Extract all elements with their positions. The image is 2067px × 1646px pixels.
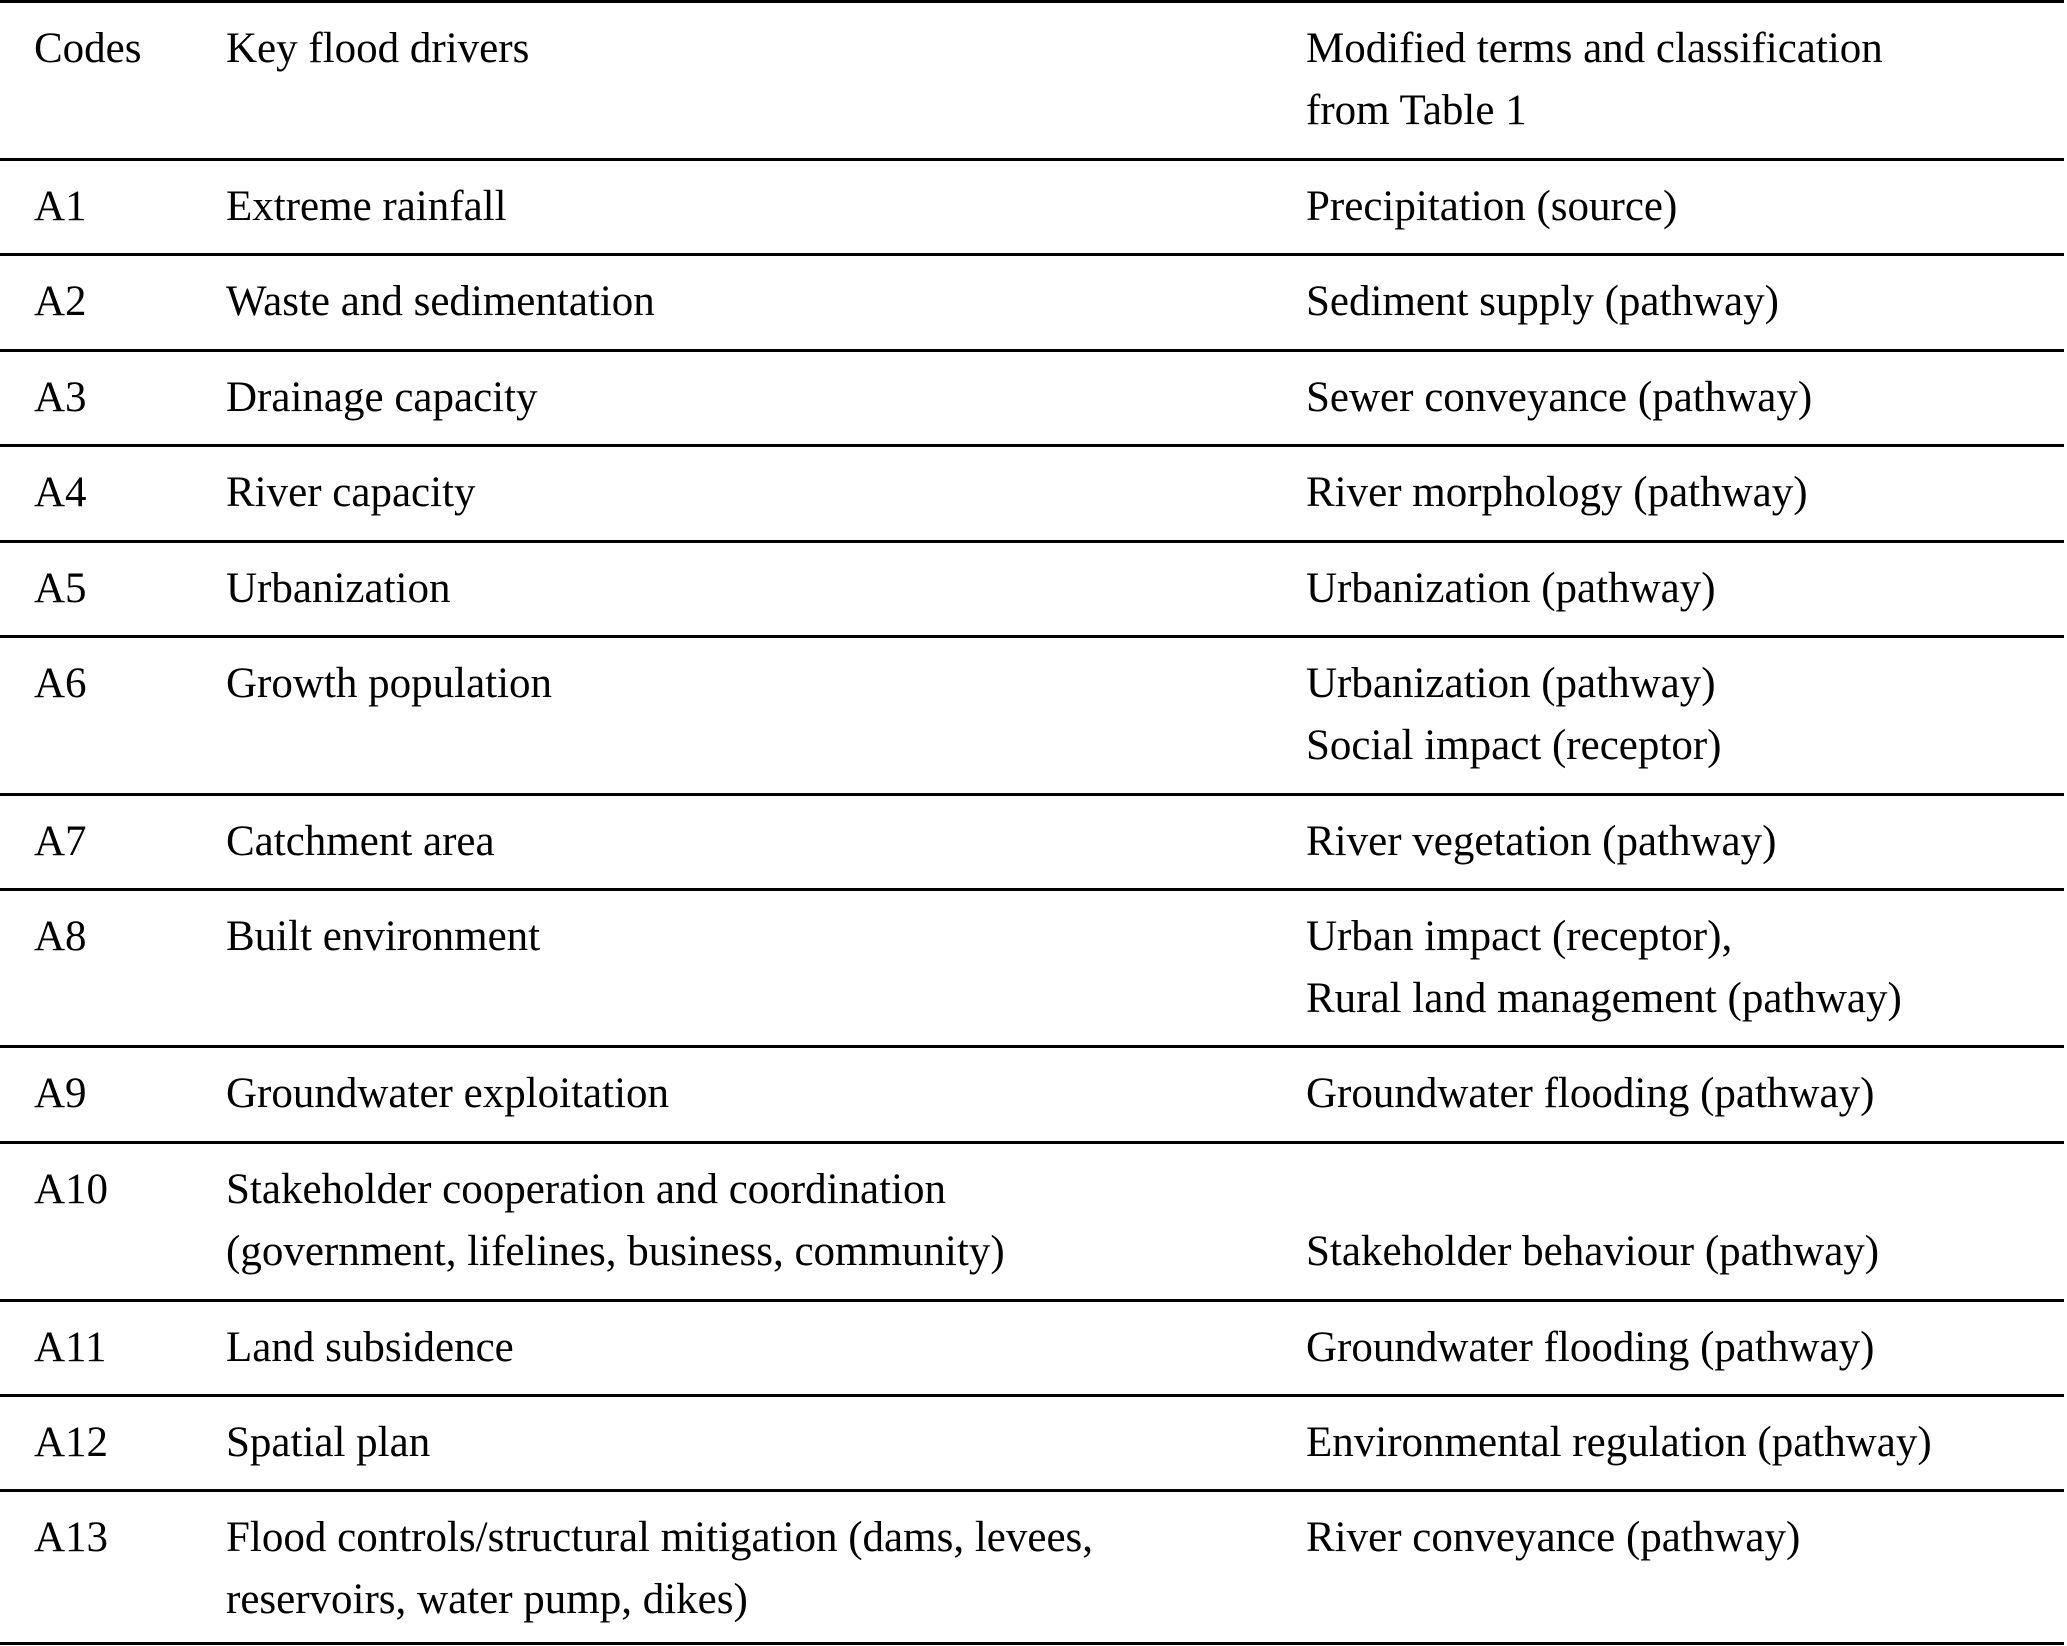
table-row [0,540,2064,635]
cell-line: reservoirs, water pump, dikes) [226,1576,748,1623]
table-row [0,253,2064,349]
cell-code: A2 [34,278,87,325]
cell-line: Stakeholder behaviour (pathway) [1306,1228,1880,1275]
cell-code: A7 [34,818,87,865]
cell-modified-term [1306,653,1721,777]
cell-line: (government, lifelines, business, community) [226,1228,1005,1275]
cell-line: Environmental regulation (pathway) [1306,1419,1932,1466]
cell-code: A5 [34,565,87,612]
header-modified-terms [1306,18,1883,142]
cell-key-flood-driver [226,811,495,873]
cell-code: A10 [34,1166,109,1213]
cell-modified-term [1306,1063,1874,1125]
cell-line: Stakeholder cooperation and coordination [226,1166,947,1213]
table-row [0,793,2064,888]
cell-key-flood-driver [226,653,552,715]
cell-line: Drainage capacity [226,374,538,421]
header-key-flood-drivers: Key flood drivers [226,25,530,72]
header-modified-terms-line: from Table 1 [1306,87,1527,134]
header-codes: Codes [34,25,142,72]
cell-code: A12 [34,1419,109,1466]
header-modified-terms-line: Modified terms and classification [1306,25,1883,72]
cell-line: Catchment area [226,818,495,865]
cell-modified-term [1306,367,1812,429]
cell-line: Urban impact (receptor), [1306,913,1733,960]
cell-line: River conveyance (pathway) [1306,1514,1801,1561]
table-row [0,1141,2064,1299]
cell-line: Groundwater flooding (pathway) [1306,1324,1875,1371]
cell-line: Growth population [226,660,553,707]
cell-key-flood-driver [226,367,538,429]
cell-key-flood-driver [226,1317,514,1379]
cell-modified-term [1306,462,1808,524]
cell-line: Built environment [226,913,541,960]
cell-code: A8 [34,913,87,960]
cell-line [1306,1159,1879,1221]
table-row [0,888,2064,1045]
cell-line: Sediment supply (pathway) [1306,278,1779,325]
cell-modified-term [1306,906,1902,1030]
cell-line: Spatial plan [226,1419,431,1466]
cell-code: A4 [34,469,87,516]
cell-code: A6 [34,660,87,707]
cell-line: Social impact (receptor) [1306,722,1722,769]
table-row [0,158,2064,253]
cell-key-flood-driver [226,906,540,968]
cell-line: Groundwater exploitation [226,1070,670,1117]
cell-key-flood-driver [226,1063,669,1125]
cell-key-flood-driver [226,1507,1093,1631]
cell-modified-term [1306,176,1677,238]
cell-line: Groundwater flooding (pathway) [1306,1070,1875,1117]
cell-line: Sewer conveyance (pathway) [1306,374,1813,421]
table-row [0,1045,2064,1141]
cell-line: Land subsidence [226,1324,514,1371]
cell-modified-term [1306,271,1779,333]
table-row [0,1394,2064,1489]
cell-modified-term [1306,1159,1879,1283]
table-row [0,1489,2064,1645]
cell-modified-term [1306,811,1776,873]
cell-line: Precipitation (source) [1306,183,1678,230]
cell-modified-term [1306,558,1716,620]
cell-line: River capacity [226,469,476,516]
cell-key-flood-driver [226,1412,430,1474]
cell-code: A1 [34,183,87,230]
cell-line: Urbanization (pathway) [1306,565,1716,612]
cell-key-flood-driver [226,558,450,620]
cell-modified-term [1306,1317,1874,1379]
cell-line: River vegetation (pathway) [1306,818,1777,865]
table-row [0,635,2064,793]
cell-code: A3 [34,374,87,421]
table-row [0,1299,2064,1394]
cell-key-flood-driver [226,462,476,524]
cell-key-flood-driver [226,176,507,238]
cell-line: Flood controls/structural mitigation (dams, levees, [226,1514,1094,1561]
cell-code: A13 [34,1514,109,1561]
cell-line: River morphology (pathway) [1306,469,1808,516]
table-header-row [0,0,2064,158]
cell-line: Rural land management (pathway) [1306,975,1902,1022]
table-row [0,444,2064,540]
cell-line: Waste and sedimentation [226,278,655,325]
cell-modified-term [1306,1507,1800,1569]
cell-modified-term [1306,1412,1932,1474]
cell-line: Extreme rainfall [226,183,507,230]
cell-code: A9 [34,1070,87,1117]
cell-line: Urbanization (pathway) [1306,660,1716,707]
cell-key-flood-driver [226,271,655,333]
table-row [0,349,2064,444]
cell-code: A11 [34,1324,107,1371]
cell-key-flood-driver [226,1159,1005,1283]
cell-line: Urbanization [226,565,451,612]
